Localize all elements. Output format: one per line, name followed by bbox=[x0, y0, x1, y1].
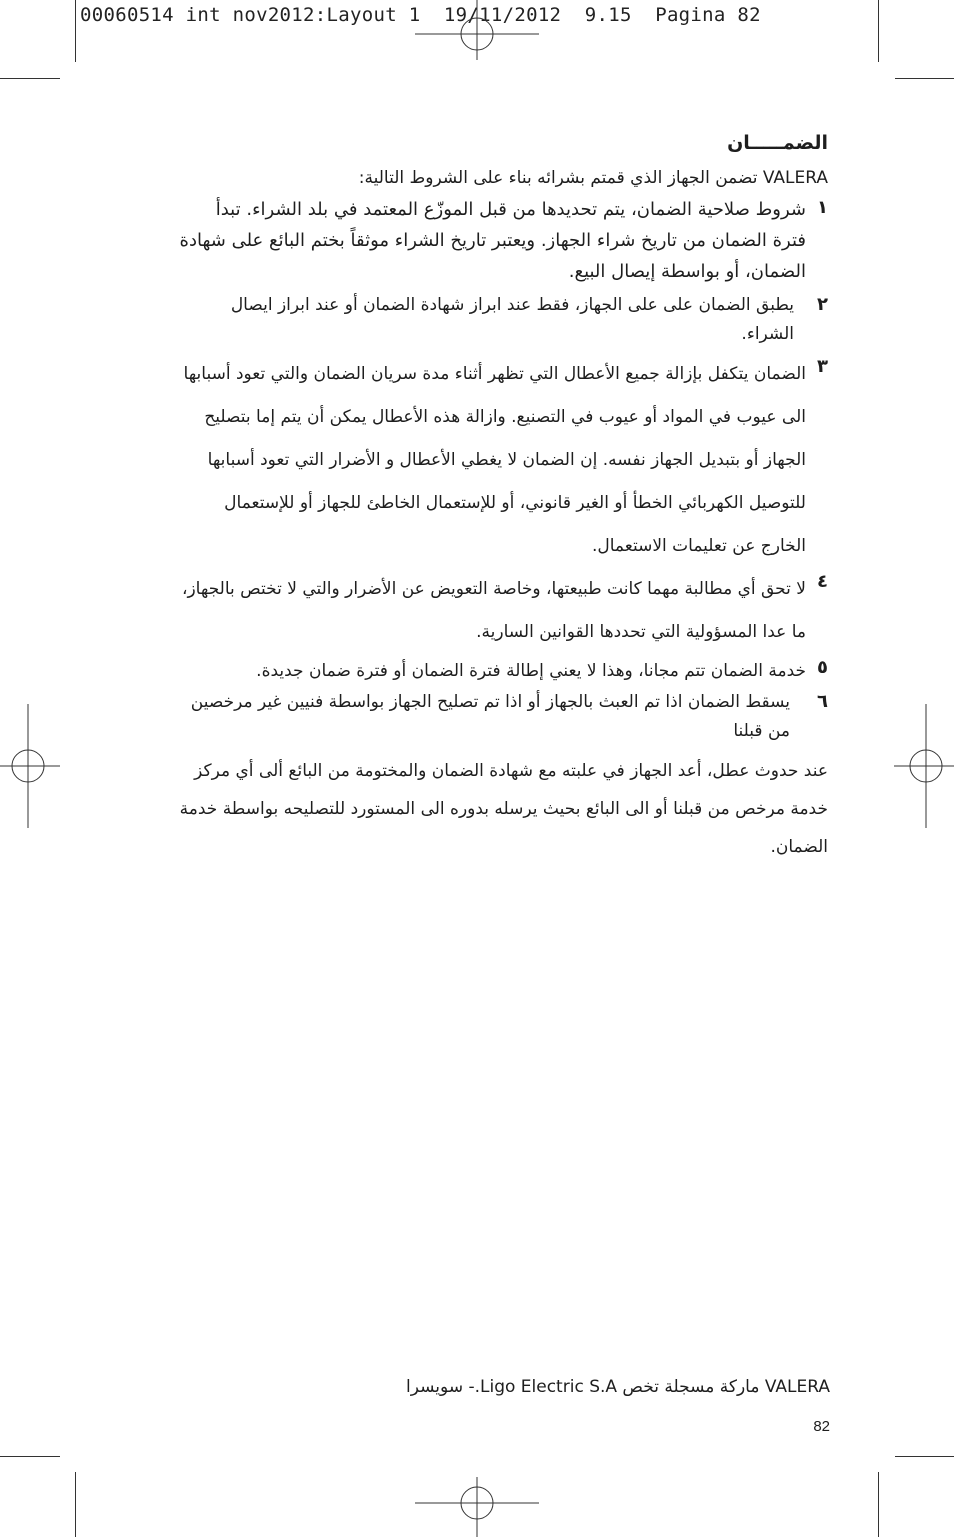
list-item-text: شروط صلاحية الضمان، يتم تحديدها من قبل الموزّع المعتمد في بلد الشراء. تبدأ فترة الضمان من تاريخ شراء الجهاز. ويعتبر تاريخ الشراء موثقاً بختم البائع على شهادة الضمان، أو بواسطة إيصال البيع. bbox=[179, 199, 806, 282]
printer-slug: 00060514 int nov2012:Layout 1 19/11/2012 9.15 Pagina 82 bbox=[80, 4, 761, 26]
list-item-text: يطبق الضمان على على الجهاز، فقط عند ابراز شهادة الضمان أو عند ابراز ايصال الشراء. bbox=[230, 295, 794, 344]
list-item bbox=[178, 194, 828, 287]
list-item-number: ٤ bbox=[817, 571, 828, 592]
list-item-number: ٢ bbox=[817, 294, 828, 315]
crop-mark-top-left-horizontal bbox=[0, 78, 60, 79]
crop-mark-top-left-vertical bbox=[75, 0, 76, 62]
crop-mark-bottom-left-vertical bbox=[75, 1472, 76, 1537]
list-item bbox=[178, 291, 828, 349]
trademark-footer: VALERA ماركة مسجلة تخص Ligo Electric S.A.- سويسرا bbox=[406, 1377, 830, 1397]
list-item bbox=[178, 353, 828, 568]
page-number: 82 bbox=[813, 1418, 830, 1435]
registration-mark-left-icon bbox=[0, 704, 60, 828]
crop-mark-bottom-left-horizontal bbox=[0, 1456, 60, 1457]
list-item-text: خدمة الضمان تتم مجانا، وهذا لا يعني إطالة فترة الضمان أو فترة ضمان جديدة. bbox=[256, 661, 806, 681]
list-item-number: ٣ bbox=[817, 356, 828, 377]
list-item-text: الضمان يتكفل بإزالة جميع الأعطال التي تظهر أثناء مدة سريان الضمان والتي تعود أسبابها الى عيوب في المواد أو عيوب في التصنيع. وازالة هذه الأعطال يمكن أن يتم إما بتصليح الجهاز أو بتبديل الجهاز نفسه. إن الضمان لا يغطي الأعطال و الأضرار التي تعود أسبابها للتوصيل الكهربائي الخطأ أو الغير قانوني، أو للإستعمال الخاطئ للجهاز أو للإستعمال الخارج عن تعليمات الاستعمال. bbox=[183, 364, 806, 556]
crop-mark-top-right-horizontal bbox=[895, 78, 954, 79]
list-item bbox=[178, 654, 828, 688]
closing-paragraph: عند حدوث عطل، أعد الجهاز في علبته مع شهادة الضمان والمختومة من البائع ألى أي مركز خدمة مرخص من قبلنا أو الى البائع بحيث يرسله بدوره الى المستورد للتصليحه بواسطة خدمة الضمان. bbox=[179, 761, 828, 857]
list-item-text: لا تحق أي مطالبة مهما كانت طبيعتها، وخاصة التعويض عن الأضرار والتي لا تختص بالجهاز، ما عدا المسؤولية التي تحددها القوانين السارية. bbox=[181, 579, 806, 642]
list-item bbox=[178, 568, 828, 654]
crop-mark-bottom-right-vertical bbox=[878, 1472, 879, 1537]
list-item-text: يسقط الضمان اذا تم العبث بالجهاز أو اذا تم تصليح الجهاز بواسطة فنيين غير مرخصين من قبلنا bbox=[190, 692, 790, 741]
list-item-number: ٥ bbox=[817, 657, 828, 678]
page-title: الضمـــــان bbox=[727, 132, 828, 154]
registration-mark-bottom-icon bbox=[415, 1475, 539, 1537]
intro-paragraph: VALERA تضمن الجهاز الذي قمتم بشرائه بناء على الشروط التالية: bbox=[358, 168, 828, 188]
crop-mark-top-right-vertical bbox=[878, 0, 879, 62]
warranty-content bbox=[178, 128, 828, 866]
registration-mark-right-icon bbox=[894, 704, 954, 828]
crop-mark-bottom-right-horizontal bbox=[895, 1456, 954, 1457]
list-item bbox=[178, 688, 828, 746]
registration-mark-top-icon bbox=[415, 0, 539, 62]
list-item-number: ١ bbox=[817, 197, 828, 218]
list-item-number: ٦ bbox=[817, 691, 828, 712]
